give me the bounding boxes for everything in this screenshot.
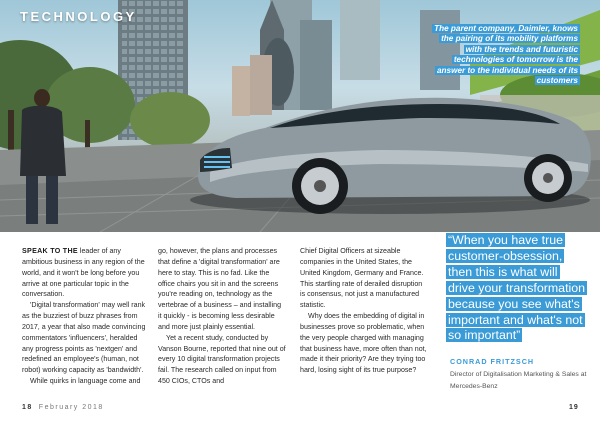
paragraph: Chief Digital Officers at sizeable companies in the United States, the United Kingdom, Germany and France. This startling rate of derailed disruption is consensus, not just a manufactured statistic.	[300, 247, 424, 310]
page-number-right: 19	[569, 404, 579, 411]
lead-in: SPEAK TO THE	[22, 247, 78, 255]
article-column-1	[22, 246, 150, 387]
paragraph: go, however, the plans and processes that define a 'digital transformation' are here to stay. This is no fad. Like the office chairs you sit in and the screens you're reading on, technology as the vertebrae of a business – and installing it quickly - is becoming less desirable and more just plainly essential.	[158, 247, 282, 331]
article-column-2	[158, 246, 286, 387]
paragraph: Yet a recent study, conducted by Vanson Bourne, reported that nine out of every 10 digital transformation projects fail. The research called on input from 450 CIOs, CTOs and	[158, 333, 286, 386]
image-caption-text: The parent company, Daimler, knows the pairing of its mobility platforms with the trends and futuristic technologies of tomorrow is the answer to the individual needs of its customers	[434, 24, 578, 86]
pull-quote-text: “When you have true customer-obsession, then this is what will drive your transformation because you see what's important and what's not so important”	[448, 233, 586, 343]
footer-left	[22, 404, 104, 411]
paragraph	[22, 246, 150, 300]
section-label: TECHNOLOGY	[20, 9, 137, 24]
article-column-3	[300, 246, 428, 376]
paragraph: Why does the embedding of digital in businesses prove so problematic, when the very people charged with managing that business have, more often than not, made it their priority? Are they trying too hard, losing sight of its true purpose?	[300, 312, 427, 375]
paragraph-text: leader of any ambitious business in any region of the world, and it won't be long before you arrive at one particular topic in the conversation.	[22, 247, 145, 299]
paragraph: While quirks in language come and	[30, 377, 141, 386]
page-number-left: 18	[22, 404, 33, 411]
issue-date: February 2018	[38, 404, 104, 411]
quote-author-name: CONRAD FRITZSCH	[450, 357, 535, 366]
image-caption	[430, 24, 580, 86]
paragraph: 'Digital transformation' may well rank as the buzziest of buzz phrases from 2017, a year that also made convincing commentators 'influencers', heralded any progress points as 'nextgen' and redefined an employee's (human, not robot) working capacity as 'bandwidth'.	[22, 301, 146, 375]
quote-author-role: Director of Digitalisation Marketing & Sales at Mercedes-Benz	[450, 371, 587, 390]
pull-quote	[446, 233, 586, 344]
